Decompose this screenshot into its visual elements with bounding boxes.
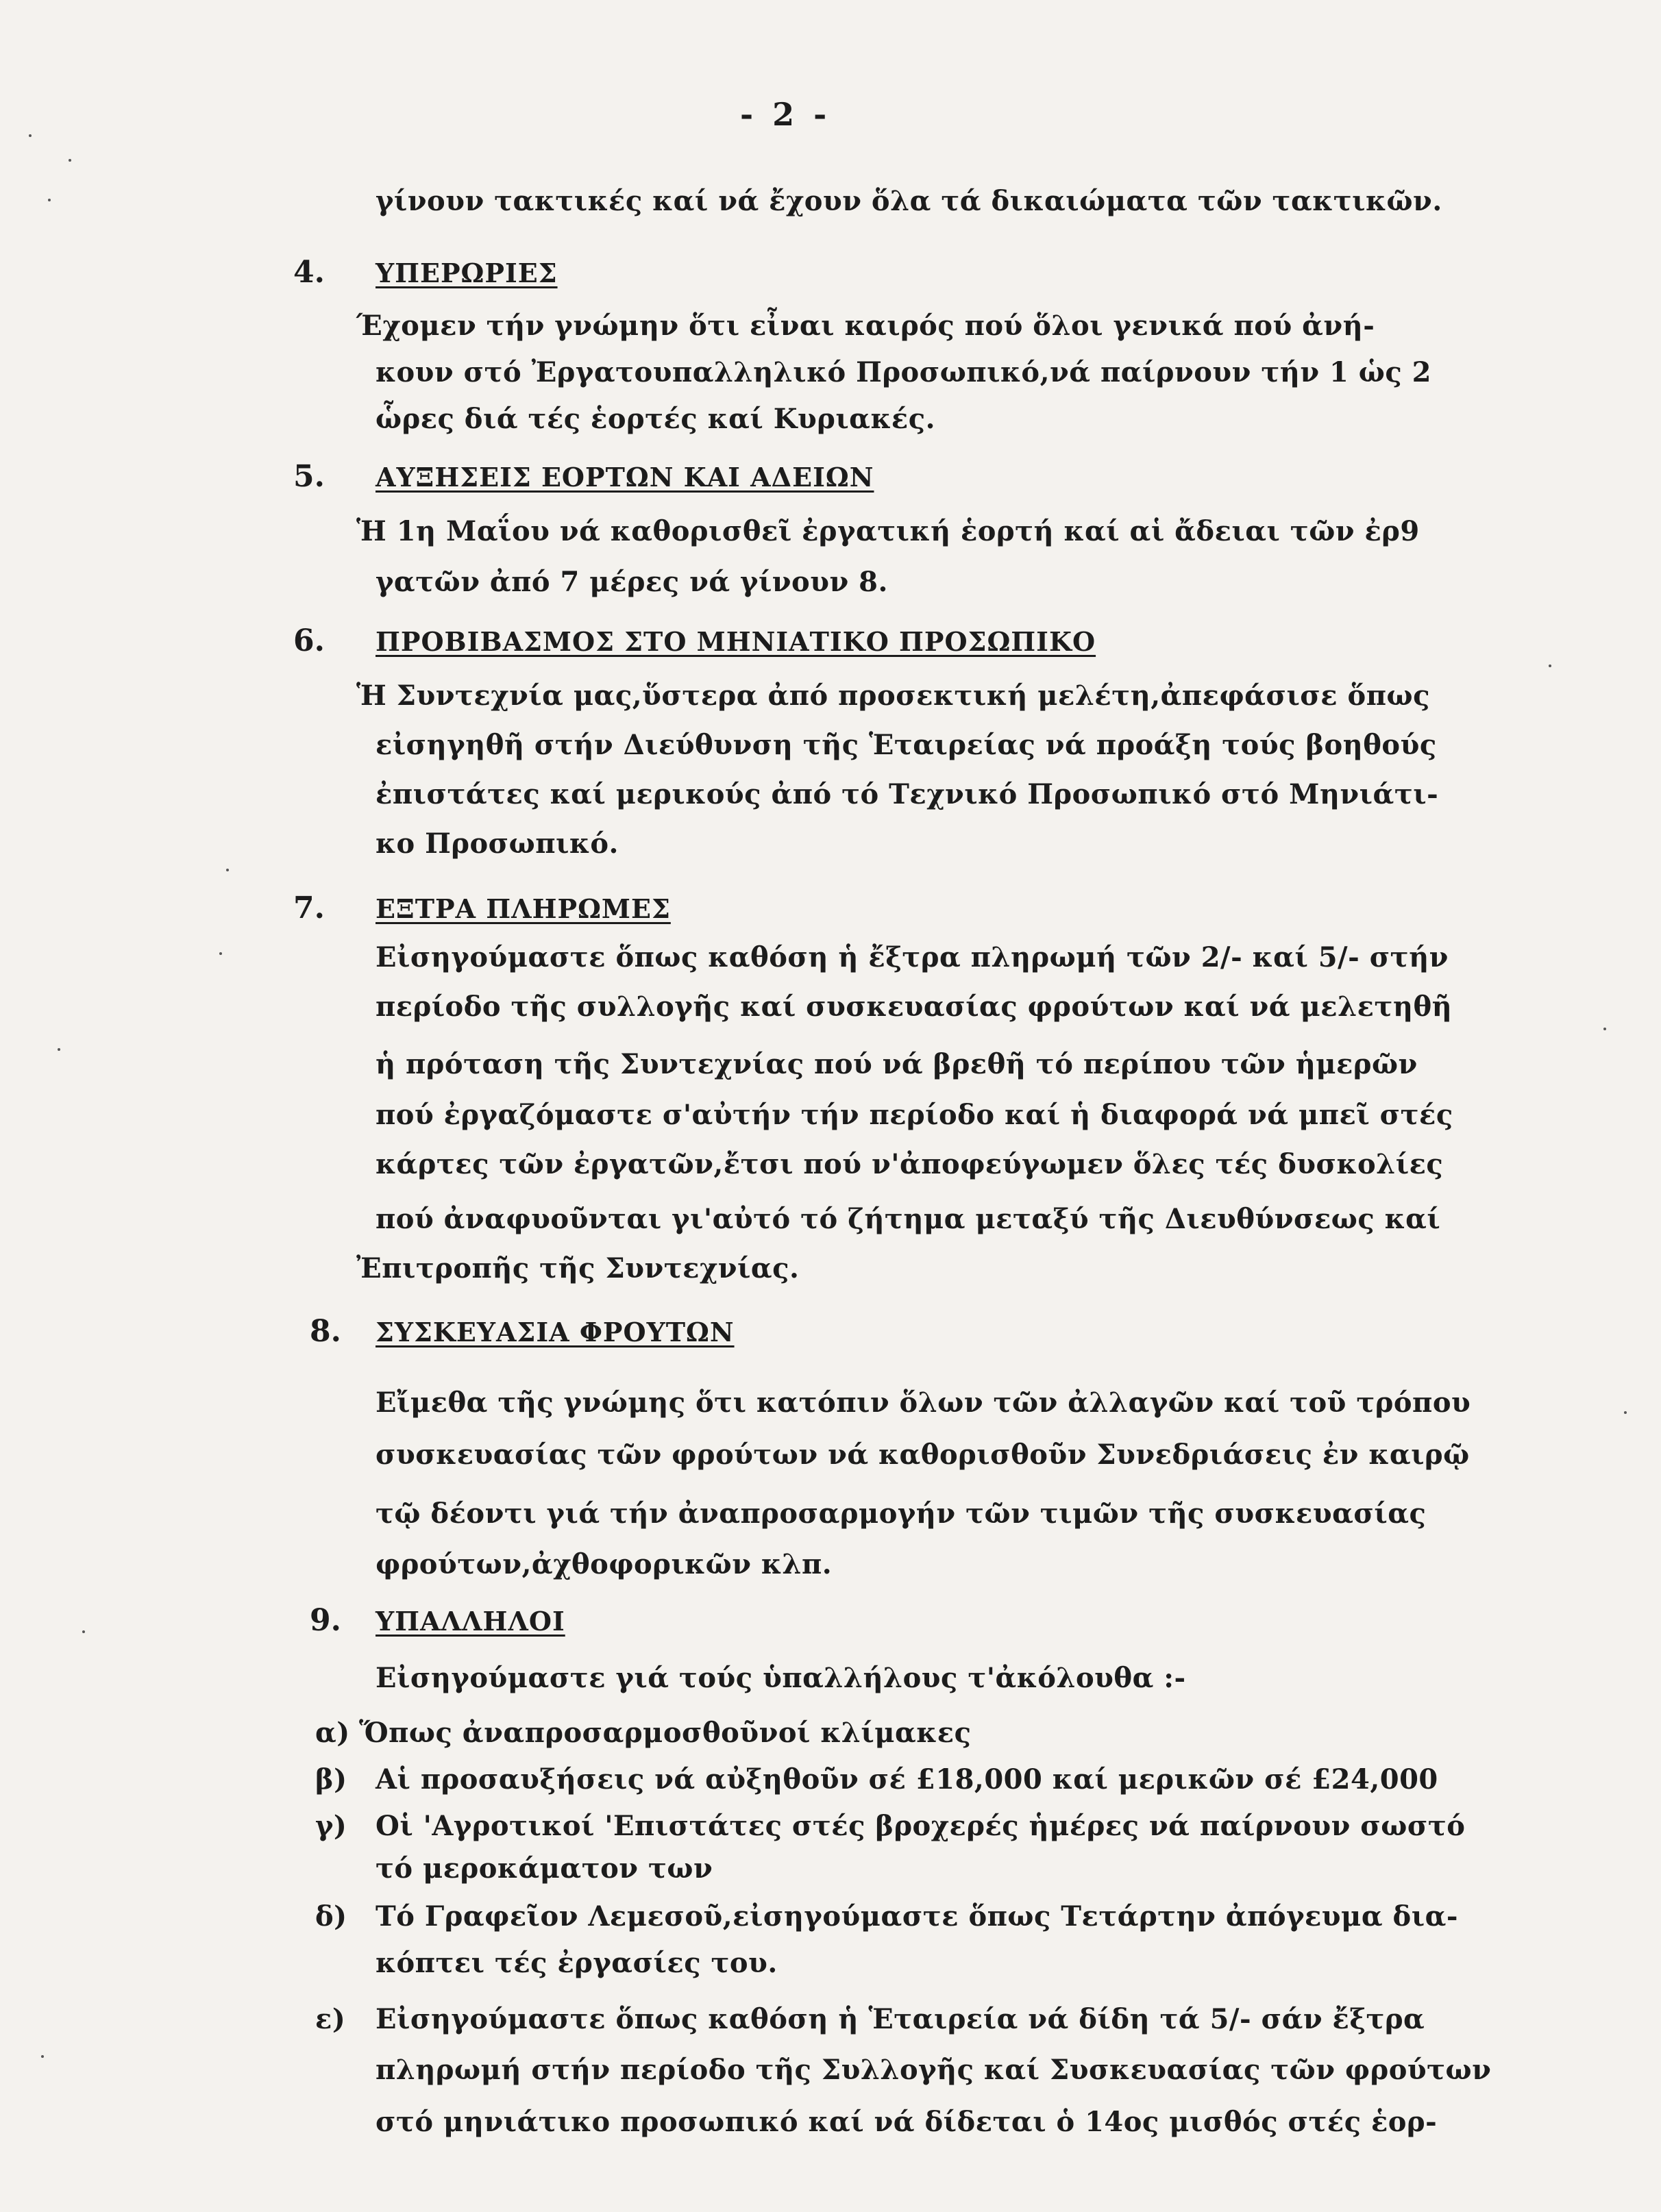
section-line: ἡ πρόταση τῆς Συντεχνίας πού νά βρεθῆ τό περίπου τῶν ἡμερῶν (376, 1048, 1418, 1080)
section-number: 7. (293, 891, 325, 925)
list-item-label: ε) (315, 2003, 346, 2035)
intro-line: γίνουν τακτικές καί νά ἔχουν ὅλα τά δικαιώματα τῶν τακτικῶν. (376, 185, 1442, 217)
section-line: ὧρες διά τές ἑορτές καί Κυριακές. (376, 403, 936, 435)
section-heading: ΥΠΑΛΛΗΛΟΙ (376, 1606, 565, 1637)
section-line: Ἐπιτροπῆς τῆς Συντεχνίας. (356, 1252, 800, 1284)
section-number: 8. (310, 1314, 341, 1349)
section-line: Ἡ 1η Μαΐου νά καθορισθεῖ ἐργατική ἑορτή καί αἱ ἄδειαι τῶν ἐρ9 (356, 515, 1420, 547)
section-line: πού ἐργαζόμαστε σ'αὐτήν τήν περίοδο καί ἡ διαφορά νά μπεῖ στές (376, 1099, 1453, 1131)
section-line: Εἰσηγούμαστε γιά τούς ὑπαλλήλους τ'ἀκόλουθα :- (376, 1662, 1186, 1694)
section-line: συσκευασίας τῶν φρούτων νά καθορισθοῦν Συνεδριάσεις ἐν καιρῷ (376, 1439, 1470, 1471)
list-item-label: β) (315, 1763, 347, 1795)
list-item-line: στό μηνιάτικο προσωπικό καί νά δίδεται ὁ 14ος μισθός στές ἑορ- (376, 2106, 1438, 2138)
list-item-label: γ) (315, 1810, 347, 1842)
section-line: εἰσηγηθῆ στήν Διεύθυνση τῆς Ἑταιρείας νά προάξη τούς βοηθούς (376, 729, 1437, 761)
scan-speck (1624, 1411, 1627, 1414)
section-line: κάρτες τῶν ἐργατῶν,ἔτσι πού ν'ἀποφεύγωμεν ὅλες τές δυσκολίες (376, 1148, 1444, 1180)
section-number: 6. (293, 623, 325, 658)
section-line: γατῶν ἀπό 7 μέρες νά γίνουν 8. (376, 566, 888, 598)
scan-speck (58, 1048, 60, 1051)
section-line: περίοδο τῆς συλλογῆς καί συσκευασίας φρούτων καί νά μελετηθῆ (376, 991, 1453, 1023)
list-item-line: Εἰσηγούμαστε ὅπως καθόση ἡ Ἑταιρεία νά δίδη τά 5/- σάν ἔξτρα (376, 2003, 1425, 2035)
section-line: κουν στό Ἐργατουπαλληλικό Προσωπικό,νά παίρνουν τήν 1 ὡς 2 (376, 356, 1431, 388)
scan-speck (82, 1630, 85, 1633)
section-line: Εἴμεθα τῆς γνώμης ὅτι κατόπιν ὅλων τῶν ἀλλαγῶν καί τοῦ τρόπου (376, 1387, 1471, 1419)
list-item-line: κόπτει τές ἐργασίες του. (376, 1947, 778, 1979)
section-line: κο Προσωπικό. (376, 828, 619, 860)
section-number: 9. (310, 1603, 341, 1638)
section-number: 5. (293, 459, 325, 494)
scan-speck (69, 159, 71, 162)
scan-speck (41, 2055, 44, 2058)
scan-speck (226, 869, 229, 871)
list-item-line: Αἱ προσαυξήσεις νά αὐξηθοῦν σέ £18,000 καί μερικῶν σέ £24,000 (376, 1763, 1438, 1795)
list-item-line: τό μεροκάματον των (376, 1852, 713, 1885)
scan-speck (29, 134, 32, 137)
list-item-label: α) (315, 1717, 350, 1749)
section-heading: ΣΥΣΚΕΥΑΣΙΑ ΦΡΟΥΤΩΝ (376, 1317, 735, 1347)
section-line: πού ἀναφυοῦνται γι'αὐτό τό ζήτημα μεταξύ τῆς Διευθύνσεως καί (376, 1203, 1441, 1235)
scan-speck (1603, 1028, 1606, 1030)
section-heading: ΑΥΞΗΣΕΙΣ ΕΟΡΤΩΝ ΚΑΙ ΑΔΕΙΩΝ (376, 462, 874, 493)
scan-speck (1549, 664, 1551, 667)
section-line: ἐπιστάτες καί μερικούς ἀπό τό Τεχνικό Προσωπικό στό Μηνιάτι- (376, 778, 1439, 810)
scan-speck (219, 952, 222, 955)
section-number: 4. (293, 255, 325, 290)
list-item-line: Τό Γραφεῖον Λεμεσοῦ,εἰσηγούμαστε ὅπως Τετάρτην ἀπόγευμα δια- (376, 1900, 1458, 1933)
section-heading: ΕΞΤΡΑ ΠΛΗΡΩΜΕΣ (376, 893, 671, 924)
page-number: - 2 - (740, 96, 831, 133)
section-line: Ἡ Συντεχνία μας,ὕστερα ἀπό προσεκτική μελέτη,ἀπεφάσισε ὅπως (356, 680, 1430, 712)
list-item-line: πληρωμή στήν περίοδο τῆς Συλλογῆς καί Συσκευασίας τῶν φρούτων (376, 2054, 1492, 2086)
section-line: τῷ δέοντι γιά τήν ἀναπροσαρμογήν τῶν τιμῶν τῆς συσκευασίας (376, 1498, 1427, 1530)
list-item-line: Ὅπως ἀναπροσαρμοσθοῦνοί κλίμακες (359, 1717, 972, 1749)
scan-speck (48, 199, 51, 201)
section-line: Εἰσηγούμαστε ὅπως καθόση ἡ ἔξτρα πληρωμή τῶν 2/- καί 5/- στήν (376, 941, 1449, 973)
section-line: φρούτων,ἀχθοφορικῶν κλπ. (376, 1548, 833, 1580)
list-item-label: δ) (315, 1900, 347, 1933)
section-heading: ΥΠΕΡΩΡΙΕΣ (376, 258, 558, 288)
section-heading: ΠΡΟΒΙΒΑΣΜΟΣ ΣΤΟ ΜΗΝΙΑΤΙΚΟ ΠΡΟΣΩΠΙΚΟ (376, 626, 1096, 657)
list-item-line: Οἱ 'Αγροτικοί 'Επιστάτες στές βροχερές ἡμέρες νά παίρνουν σωστό (376, 1810, 1466, 1842)
section-line: Έχομεν τήν γνώμην ὅτι εἶναι καιρός πού ὅλοι γενικά πού ἀνή- (356, 310, 1375, 342)
